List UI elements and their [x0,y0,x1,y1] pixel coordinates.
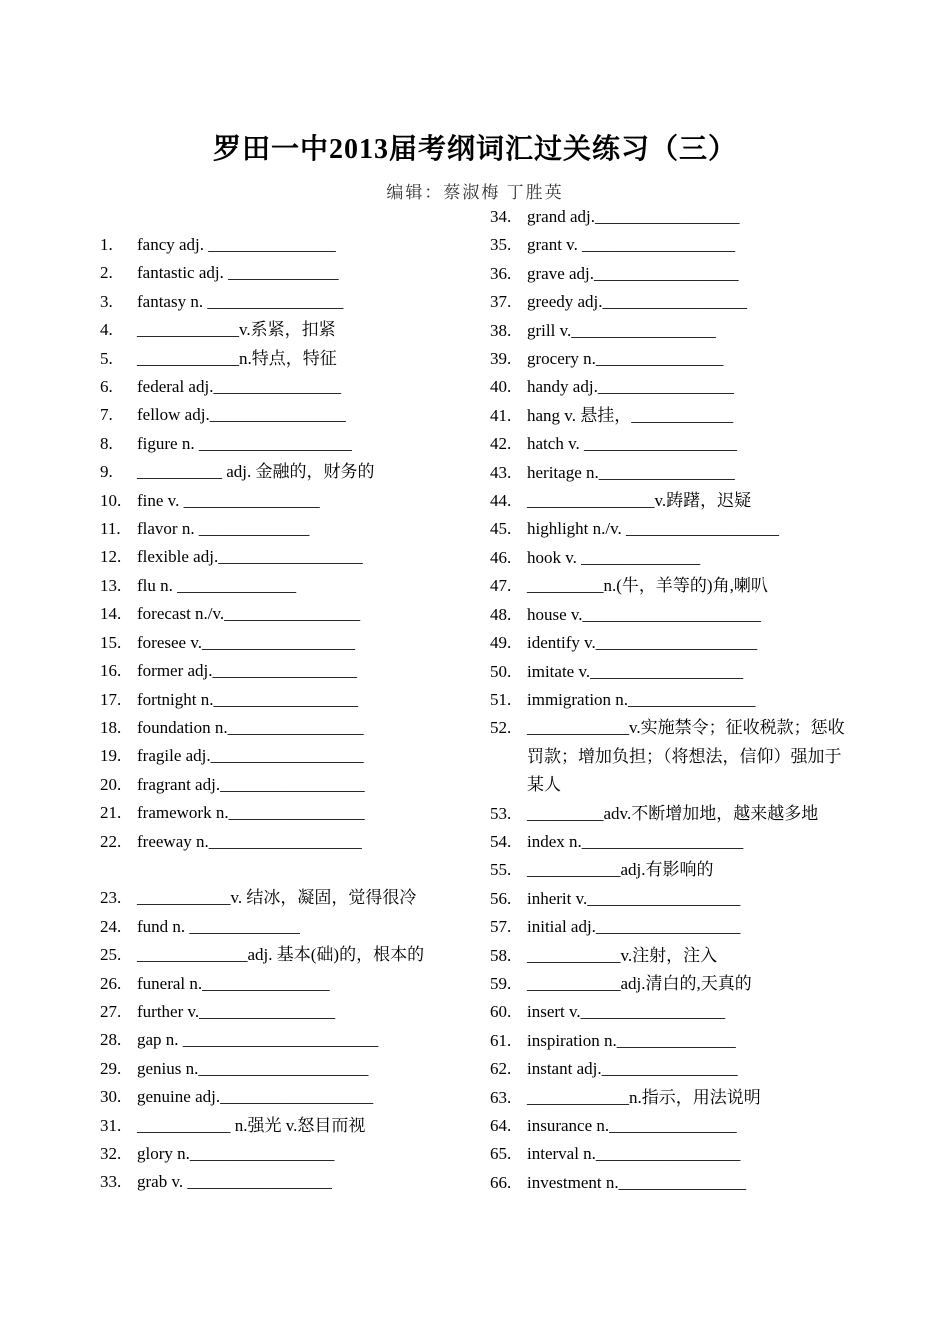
item-number: 37. [490,292,512,312]
vocab-item [100,799,460,827]
vocab-item [100,970,460,998]
item-number: 11. [100,519,121,539]
vocab-item [100,231,460,259]
item-number: 21. [100,803,122,823]
item-text: fellow adj.________________ [137,405,346,425]
item-number: 48. [490,604,512,624]
vocab-item [100,259,460,287]
item-text: further v.________________ [137,1001,336,1021]
item-number: 9. [100,462,113,482]
item-number: 51. [490,689,512,709]
item-text: ___________adj.清白的,天真的 [527,973,752,993]
vocab-item [100,629,460,657]
blank-line [100,856,460,884]
vocab-item [100,1168,460,1196]
item-text: ___________v. 结冰，凝固，觉得很冷 [137,888,417,908]
vocab-item [100,515,460,543]
item-text: grant v. __________________ [527,235,736,255]
item-text: heritage n.________________ [527,462,735,482]
vocab-item [490,601,850,629]
item-text: fortnight n._________________ [137,689,358,709]
vocab-item [100,401,460,429]
item-text: ____________v.实施禁令；征收税款；惩收罚款；增加负担；（将想法，信仰）强加于某人 [527,718,845,795]
item-number: 25. [100,945,122,965]
item-number: 34. [490,207,512,226]
item-text: highlight n./v. __________________ [527,519,780,539]
item-text: flexible adj._________________ [137,547,363,567]
item-number: 52. [490,718,512,738]
vocab-item [490,970,850,998]
vocab-item [100,1140,460,1168]
item-number: 65. [490,1144,512,1164]
item-number: 4. [100,320,113,340]
item-number: 64. [490,1116,512,1135]
editors-line: 编辑：蔡淑梅 丁胜英 [386,183,564,202]
vocab-item [490,686,850,714]
item-text: grave adj._________________ [527,263,739,283]
vocab-item [100,458,460,486]
item-text: gap n. _______________________ [137,1030,379,1050]
item-number: 7. [100,405,113,425]
item-number: 39. [490,349,512,369]
item-number: 22. [100,831,122,851]
vocab-item [100,828,460,856]
item-number: 26. [100,973,122,993]
vocab-item [490,544,850,572]
item-number: 29. [100,1058,122,1078]
item-number: 45. [490,519,512,539]
item-text: freeway n.__________________ [137,831,362,851]
item-number: 62. [490,1059,512,1079]
item-text: hang v. 悬挂，____________ [527,405,734,425]
vocab-item [100,913,460,941]
item-text: ____________v.系紧，扣紧 [137,320,336,340]
item-number: 33. [100,1172,122,1192]
vocab-item [100,316,460,344]
item-number: 14. [100,604,122,624]
item-text: foresee v.__________________ [137,632,355,652]
item-text: instant adj.________________ [527,1059,738,1079]
item-text: genius n.____________________ [137,1058,369,1078]
item-text: hook v. ______________ [527,547,701,567]
item-number: 10. [100,490,122,510]
vocab-item [100,742,460,770]
vocab-item [490,1112,850,1140]
item-number: 6. [100,377,113,397]
item-number: 46. [490,547,512,567]
vocab-item [490,1140,850,1168]
item-text: investment n._______________ [527,1172,747,1192]
item-text: funeral n._______________ [137,973,330,993]
vocab-item [100,430,460,458]
item-number: 35. [490,235,512,255]
item-text: fantastic adj. _____________ [137,263,339,283]
item-text: inherit v.__________________ [527,888,741,908]
item-number: 49. [490,633,512,653]
item-number: 32. [100,1143,122,1163]
item-text: flavor n. _____________ [137,519,310,539]
item-text: _______________v.踌躇，迟疑 [527,491,752,511]
vocab-item [490,430,850,458]
vocab-item [490,856,850,884]
item-number: 5. [100,348,113,368]
vocab-item [100,487,460,515]
item-text: fund n. _____________ [137,916,300,936]
item-number: 1. [100,235,113,254]
item-text: immigration n._______________ [527,689,756,709]
item-number: 36. [490,263,512,283]
item-text: hatch v. __________________ [527,434,737,454]
item-text: insurance n._______________ [527,1116,737,1135]
item-text: ___________v.注射，注入 [527,945,718,965]
item-number: 19. [100,746,122,766]
item-text: _________n.(牛，羊等的)角,喇叭 [527,576,768,596]
item-number: 17. [100,689,122,709]
item-number: 42. [490,434,512,454]
item-text: federal adj._______________ [137,377,341,397]
vocab-item [100,998,460,1026]
vocab-item [100,345,460,373]
vocab-item [490,487,850,515]
vocab-item [100,941,460,969]
vocab-item [490,203,850,231]
left-column [100,231,460,1197]
vocab-item [490,913,850,941]
item-number: 54. [490,831,512,851]
item-text: former adj._________________ [137,661,358,681]
vocab-item [490,402,850,430]
item-number: 20. [100,774,122,794]
item-text: insert v._________________ [527,1002,726,1022]
item-number: 57. [490,917,512,937]
vocab-item [100,1055,460,1083]
vocab-item [490,942,850,970]
item-text: handy adj.________________ [527,377,734,397]
item-text: interval n._________________ [527,1144,741,1164]
item-number: 2. [100,263,113,283]
item-text: grocery n._______________ [527,349,724,369]
item-number: 61. [490,1030,512,1050]
item-text: greedy adj._________________ [527,292,748,312]
item-text: fragile adj.__________________ [137,746,364,766]
vocab-item [490,1169,850,1197]
item-text: fine v. ________________ [137,490,320,510]
item-text: flu n. ______________ [137,575,297,595]
vocab-item [100,714,460,742]
vocab-item [490,572,850,600]
item-text: grab v. _________________ [137,1172,332,1192]
item-text: ___________ n.强光 v.怒目而视 [137,1115,366,1135]
item-text: grand adj._________________ [527,207,740,226]
vocab-item [490,515,850,543]
item-number: 13. [100,575,122,595]
item-text: framework n.________________ [137,803,365,823]
item-text: grill v._________________ [527,320,716,340]
item-number: 12. [100,547,122,567]
vocab-item [100,572,460,600]
item-text: figure n. __________________ [137,433,352,453]
vocab-item [100,1083,460,1111]
item-number: 16. [100,661,122,681]
item-text: identify v.___________________ [527,633,758,653]
item-text: forecast n./v.________________ [137,604,361,624]
item-text: _________adv.不断增加地，越来越多地 [527,803,819,823]
item-text: fragrant adj._________________ [137,774,365,794]
item-number: 30. [100,1087,122,1107]
item-number: 56. [490,888,512,908]
item-number: 38. [490,320,512,340]
vocab-item [490,629,850,657]
item-number: 55. [490,860,512,880]
item-text: ____________n.特点，特征 [137,348,337,368]
item-number: 40. [490,377,512,397]
page-title: 罗田一中2013届考纲词汇过关练习（三） [212,134,737,165]
vocab-item [100,543,460,571]
item-text: initial adj._________________ [527,917,741,937]
item-text: fantasy n. ________________ [137,291,344,311]
vocab-item [100,373,460,401]
item-number: 53. [490,803,512,823]
item-text: ____________n.指示，用法说明 [527,1087,761,1107]
item-number: 44. [490,491,512,511]
item-text: fancy adj. _______________ [137,235,336,254]
item-number: 63. [490,1087,512,1107]
vocab-item [490,714,850,799]
vocab-item [490,459,850,487]
item-number: 41. [490,405,512,425]
item-number: 23. [100,888,122,908]
vocab-item [490,1055,850,1083]
vocab-item [100,884,460,912]
vocab-item [490,260,850,288]
vocab-item [490,1027,850,1055]
vocab-item [100,288,460,316]
vocab-item [490,828,850,856]
item-number: 43. [490,462,512,482]
vocab-item [490,800,850,828]
item-text: genuine adj.__________________ [137,1087,374,1107]
item-number: 8. [100,433,113,453]
item-number: 15. [100,632,122,652]
item-number: 66. [490,1172,512,1192]
vocab-item [100,1112,460,1140]
vocab-item [490,373,850,401]
vocab-item [490,658,850,686]
item-number: 50. [490,661,512,681]
vocab-item [490,288,850,316]
vocab-item [490,231,850,259]
vocab-item [490,317,850,345]
vocab-item [100,771,460,799]
item-text: index n.___________________ [527,831,744,851]
vocab-item [490,885,850,913]
item-number: 27. [100,1001,122,1021]
item-number: 3. [100,291,113,311]
item-number: 60. [490,1002,512,1022]
vocab-item [100,686,460,714]
item-text: inspiration n.______________ [527,1030,736,1050]
item-number: 58. [490,945,512,965]
item-text: _____________adj. 基本(础)的，根本的 [137,945,425,965]
item-text: glory n._________________ [137,1143,335,1163]
vocab-item [100,657,460,685]
item-number: 59. [490,973,512,993]
vocab-item [100,600,460,628]
item-number: 47. [490,576,512,596]
item-text: __________ adj. 金融的，财务的 [137,462,375,482]
right-column [490,203,850,1197]
vocab-item [490,1084,850,1112]
vocab-item [490,998,850,1026]
vocab-item [100,1026,460,1054]
item-number: 24. [100,916,122,936]
item-text: imitate v.__________________ [527,661,744,681]
item-text: foundation n.________________ [137,717,364,737]
item-text: ___________adj.有影响的 [527,860,714,880]
item-number: 31. [100,1115,122,1135]
item-number: 28. [100,1030,122,1050]
item-number: 18. [100,717,122,737]
vocab-item [490,345,850,373]
item-text: house v._____________________ [527,604,762,624]
